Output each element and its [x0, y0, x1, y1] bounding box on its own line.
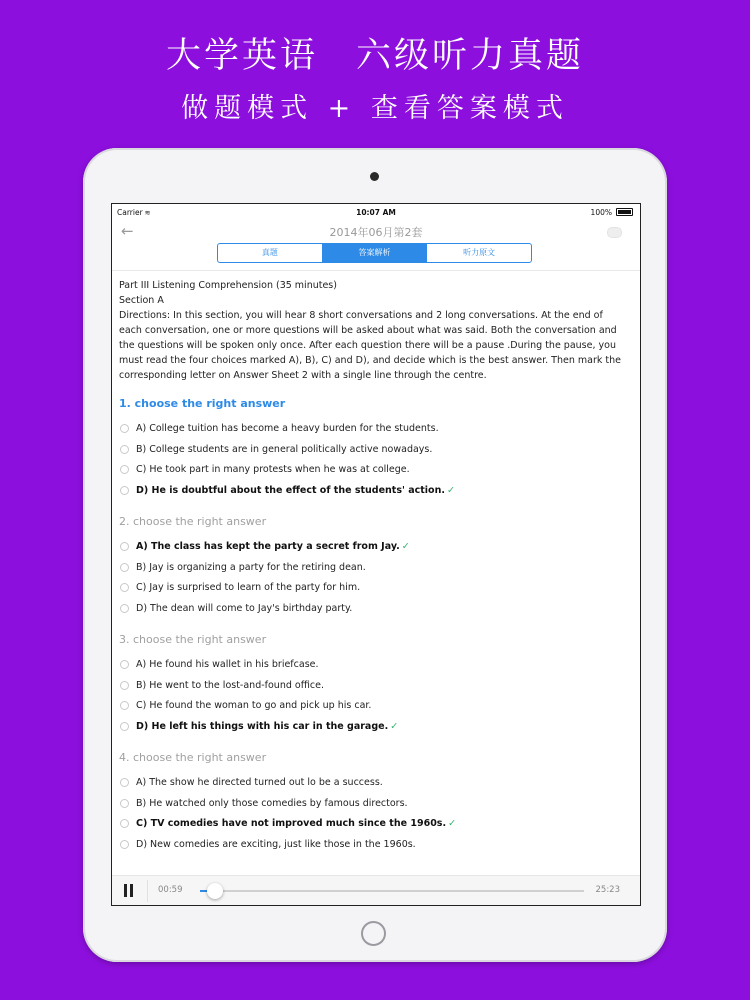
- radio-icon[interactable]: [120, 563, 129, 572]
- camera-icon: [370, 172, 379, 181]
- question-content: [119, 278, 624, 855]
- option-text: A) He found his wallet in his briefcase.: [136, 659, 319, 670]
- option-text: D) New comedies are exciting, just like those in the 1960s.: [136, 838, 416, 850]
- pause-icon[interactable]: [124, 884, 134, 897]
- option-text: C) He took part in many protests when he was at college.: [136, 464, 410, 475]
- progress-thumb[interactable]: [207, 883, 223, 899]
- radio-icon[interactable]: [120, 819, 129, 828]
- part-heading: Part III Listening Comprehension (35 minutes): [119, 280, 337, 291]
- question-list: [119, 396, 624, 855]
- page-title: 2014年06月第2套: [329, 226, 423, 239]
- tab-2[interactable]: 听力原文: [463, 248, 496, 257]
- option-text: A) The show he directed turned out lo be a success.: [136, 777, 383, 788]
- question-title: 2. choose the right answer: [119, 515, 267, 528]
- progress-track[interactable]: [200, 890, 584, 892]
- radio-icon[interactable]: [120, 465, 129, 474]
- question-title: 3. choose the right answer: [119, 633, 267, 646]
- directions-text: Directions: In this section, you will hear 8 short conversations and 2 long conversations. At the end of each conversation, one or more questions will be asked about what was said. Both the conversation and the questions will be spoken only once. After each question there will be a pause .During the pause, you must read the four choices marked A), B), C) and D), and decide which is the best answer. Then mark the corresponding letter on Answer Sheet 2 with a single line through the centre.: [119, 310, 621, 381]
- answer-option[interactable]: [119, 696, 624, 717]
- promo-title: 大学英语 六级听力真题: [165, 36, 584, 76]
- radio-icon[interactable]: [120, 778, 129, 787]
- option-text: D) The dean will come to Jay's birthday party.: [136, 602, 353, 614]
- battery-icon: [616, 208, 633, 216]
- radio-icon[interactable]: [120, 840, 129, 849]
- player-divider: [147, 880, 148, 902]
- total-time: 25:23: [595, 885, 620, 895]
- option-text: A) The class has kept the party a secret from Jay.: [136, 541, 400, 552]
- option-text: C) TV comedies have not improved much since the 1960s.: [136, 818, 447, 829]
- option-text: C) He found the woman to go and pick up his car.: [136, 700, 372, 711]
- answer-option[interactable]: [119, 814, 624, 835]
- option-text: D) He left his things with his car in the garage.: [136, 720, 389, 732]
- status-time: 10:07 AM: [356, 208, 396, 217]
- radio-icon[interactable]: [120, 486, 129, 495]
- answer-option[interactable]: [119, 599, 624, 620]
- wifi-icon: ≋: [144, 209, 151, 217]
- radio-icon[interactable]: [120, 701, 129, 710]
- answer-option[interactable]: [119, 794, 624, 815]
- tab-1[interactable]: 答案解析: [323, 244, 428, 262]
- app-screen: [111, 203, 641, 906]
- answer-option[interactable]: [119, 481, 624, 502]
- section-heading: Section A: [119, 295, 164, 306]
- radio-icon[interactable]: [120, 604, 129, 613]
- promo-subtitle: 做题模式 + 查看答案模式: [181, 93, 569, 124]
- option-text: A) College tuition has become a heavy burden for the students.: [136, 423, 439, 434]
- answer-option[interactable]: [119, 460, 624, 481]
- answer-option[interactable]: [119, 835, 624, 856]
- audio-player: [112, 875, 640, 906]
- radio-icon[interactable]: [120, 799, 129, 808]
- answer-option[interactable]: [119, 717, 624, 738]
- option-text: D) He is doubtful about the effect of the students' action.: [136, 484, 445, 496]
- radio-icon[interactable]: [120, 542, 129, 551]
- radio-icon[interactable]: [120, 660, 129, 669]
- radio-icon[interactable]: [120, 722, 129, 731]
- question-title: 4. choose the right answer: [119, 751, 267, 764]
- checkmark-icon: ✓: [446, 484, 455, 496]
- option-text: B) Jay is organizing a party for the retiring dean.: [136, 561, 366, 573]
- checkmark-icon: ✓: [401, 541, 410, 552]
- radio-icon[interactable]: [120, 681, 129, 690]
- option-text: B) College students are in general politically active nowadays.: [136, 443, 433, 455]
- checkmark-icon: ✓: [390, 720, 399, 732]
- radio-icon[interactable]: [120, 583, 129, 592]
- answer-option[interactable]: [119, 440, 624, 461]
- radio-icon[interactable]: [120, 445, 129, 454]
- divider: [112, 270, 640, 271]
- status-bar: [112, 204, 640, 219]
- back-arrow-icon[interactable]: ←: [121, 222, 134, 240]
- ipad-frame: [83, 148, 667, 962]
- elapsed-time: 00:59: [158, 885, 183, 895]
- battery-percent: 100%: [590, 208, 612, 217]
- radio-icon[interactable]: [120, 424, 129, 433]
- nav-toggle-switch[interactable]: [607, 227, 622, 238]
- segmented-control: [217, 243, 532, 263]
- answer-option[interactable]: [119, 419, 624, 440]
- answer-option[interactable]: [119, 537, 624, 558]
- answer-option[interactable]: [119, 773, 624, 794]
- option-text: C) Jay is surprised to learn of the party for him.: [136, 582, 361, 593]
- home-button[interactable]: [361, 921, 386, 946]
- carrier-label: Carrier ≋: [117, 208, 151, 217]
- checkmark-icon: ✓: [448, 818, 457, 829]
- option-text: B) He went to the lost-and-found office.: [136, 679, 324, 691]
- answer-option[interactable]: [119, 558, 624, 579]
- answer-option[interactable]: [119, 655, 624, 676]
- nav-bar: [112, 221, 640, 243]
- tab-0[interactable]: 真题: [218, 244, 323, 262]
- answer-option[interactable]: [119, 578, 624, 599]
- option-text: B) He watched only those comedies by famous directors.: [136, 797, 408, 809]
- question-title: 1. choose the right answer: [119, 397, 286, 410]
- answer-option[interactable]: [119, 676, 624, 697]
